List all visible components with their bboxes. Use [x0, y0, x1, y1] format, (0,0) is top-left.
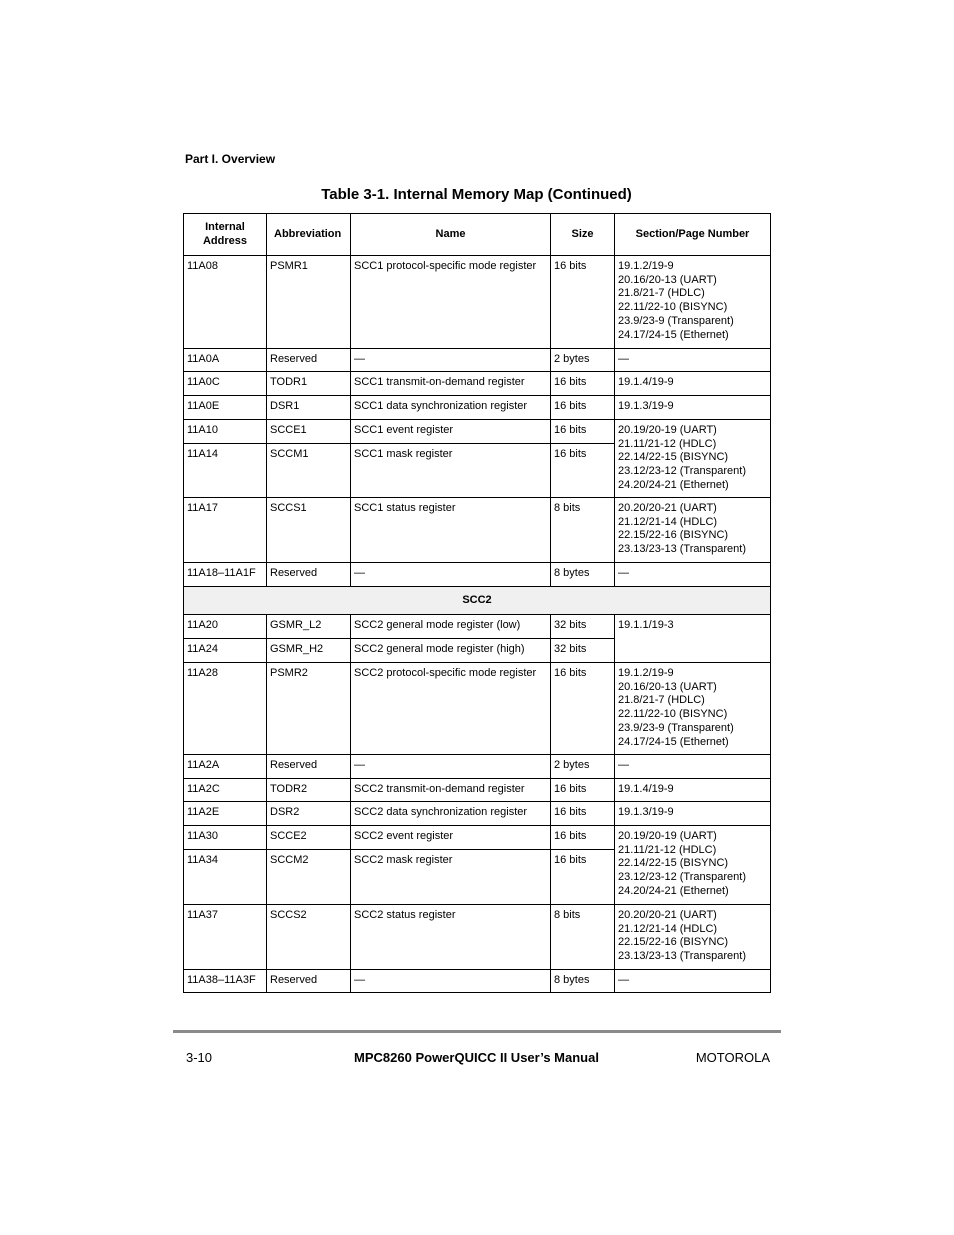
cell-name: SCC2 protocol-specific mode register: [351, 663, 551, 755]
cell-address: 11A0E: [184, 396, 267, 420]
cell-section-page: 19.1.4/19-9: [615, 372, 771, 396]
cell-size: 16 bits: [551, 396, 615, 420]
cell-name: SCC2 general mode register (low): [351, 615, 551, 639]
cell-address: 11A38–11A3F: [184, 970, 267, 993]
cell-section-page: 19.1.3/19-9: [615, 396, 771, 420]
cell-size: 8 bytes: [551, 970, 615, 993]
cell-name: SCC2 data synchronization register: [351, 802, 551, 826]
cell-abbreviation: SCCS1: [267, 498, 351, 563]
cell-section-page: 19.1.4/19-9: [615, 779, 771, 802]
table-row: [184, 563, 771, 587]
cell-name: —: [351, 349, 551, 372]
cell-size: 16 bits: [551, 256, 615, 349]
table-row: [184, 826, 771, 850]
header-abbreviation: Abbreviation: [267, 214, 351, 256]
company-name: MOTOROLA: [695, 1050, 770, 1065]
cell-abbreviation: GSMR_L2: [267, 615, 351, 639]
cell-address: 11A14: [184, 444, 267, 498]
cell-name: SCC1 protocol-specific mode register: [351, 256, 551, 349]
table-title: Table 3-1. Internal Memory Map (Continued): [321, 186, 632, 203]
table-row: [184, 615, 771, 639]
cell-size: 2 bytes: [551, 755, 615, 779]
cell-name: SCC2 transmit-on-demand register: [351, 779, 551, 802]
cell-section-page: —: [615, 755, 771, 779]
cell-name: SCC1 event register: [351, 420, 551, 444]
cell-name: SCC2 mask register: [351, 850, 551, 905]
cell-name: SCC2 event register: [351, 826, 551, 850]
cell-abbreviation: SCCM2: [267, 850, 351, 905]
cell-size: 16 bits: [551, 779, 615, 802]
cell-abbreviation: SCCE2: [267, 826, 351, 850]
cell-address: 11A20: [184, 615, 267, 639]
cell-abbreviation: GSMR_H2: [267, 639, 351, 663]
cell-abbreviation: TODR1: [267, 372, 351, 396]
header-name: Name: [351, 214, 551, 256]
cell-name: SCC1 transmit-on-demand register: [351, 372, 551, 396]
cell-abbreviation: TODR2: [267, 779, 351, 802]
section-heading-scc2: SCC2: [184, 587, 771, 615]
manual-title: MPC8260 PowerQUICC II User’s Manual: [354, 1050, 599, 1065]
cell-section-page: 19.1.1/19-3: [615, 615, 771, 663]
cell-name: SCC1 status register: [351, 498, 551, 563]
table-row: [184, 663, 771, 755]
cell-size: 32 bits: [551, 615, 615, 639]
cell-address: 11A10: [184, 420, 267, 444]
cell-address: 11A2A: [184, 755, 267, 779]
cell-size: 8 bytes: [551, 563, 615, 587]
cell-abbreviation: Reserved: [267, 349, 351, 372]
cell-size: 16 bits: [551, 444, 615, 498]
cell-section-page: 19.1.3/19-9: [615, 802, 771, 826]
cell-section-page: 20.19/20-19 (UART) 21.11/21-12 (HDLC) 22.14/22-15 (BISYNC) 23.12/23-12 (Transparent) 24.20/24-21 (Ethernet): [615, 826, 771, 905]
cell-abbreviation: PSMR2: [267, 663, 351, 755]
cell-section-page: 19.1.2/19-9 20.16/20-13 (UART) 21.8/21-7 (HDLC) 22.11/22-10 (BISYNC) 23.9/23-9 (Transparent) 24.17/24-15 (Ethernet): [615, 256, 771, 349]
cell-address: 11A30: [184, 826, 267, 850]
cell-size: 16 bits: [551, 420, 615, 444]
cell-section-page: 20.20/20-21 (UART) 21.12/21-14 (HDLC) 22.15/22-16 (BISYNC) 23.13/23-13 (Transparent): [615, 498, 771, 563]
cell-size: 32 bits: [551, 639, 615, 663]
cell-section-page: —: [615, 970, 771, 993]
cell-abbreviation: SCCS2: [267, 905, 351, 970]
table-row: [184, 420, 771, 444]
cell-address: 11A2C: [184, 779, 267, 802]
cell-size: 2 bytes: [551, 349, 615, 372]
header-size: Size: [551, 214, 615, 256]
cell-address: 11A0A: [184, 349, 267, 372]
cell-size: 16 bits: [551, 663, 615, 755]
cell-name: —: [351, 970, 551, 993]
table-row: [184, 498, 771, 563]
cell-name: —: [351, 563, 551, 587]
table-row: [184, 256, 771, 349]
cell-name: SCC1 mask register: [351, 444, 551, 498]
table-row: [184, 349, 771, 372]
cell-name: SCC2 status register: [351, 905, 551, 970]
cell-address: 11A28: [184, 663, 267, 755]
cell-address: 11A18–11A1F: [184, 563, 267, 587]
cell-address: 11A17: [184, 498, 267, 563]
cell-abbreviation: DSR2: [267, 802, 351, 826]
cell-section-page: —: [615, 349, 771, 372]
cell-size: 16 bits: [551, 372, 615, 396]
cell-section-page: 20.20/20-21 (UART) 21.12/21-14 (HDLC) 22.15/22-16 (BISYNC) 23.13/23-13 (Transparent): [615, 905, 771, 970]
page-number: 3-10: [186, 1050, 213, 1065]
cell-address: 11A08: [184, 256, 267, 349]
cell-size: 16 bits: [551, 850, 615, 905]
table-row: [184, 970, 771, 993]
cell-name: —: [351, 755, 551, 779]
table-row: [184, 372, 771, 396]
table-row: [184, 779, 771, 802]
cell-name: SCC2 general mode register (high): [351, 639, 551, 663]
cell-abbreviation: PSMR1: [267, 256, 351, 349]
cell-address: 11A37: [184, 905, 267, 970]
table-row: [184, 905, 771, 970]
table-row: [184, 755, 771, 779]
cell-abbreviation: Reserved: [267, 563, 351, 587]
cell-size: 8 bits: [551, 905, 615, 970]
cell-section-page: —: [615, 563, 771, 587]
cell-abbreviation: DSR1: [267, 396, 351, 420]
table-header-row: [184, 214, 771, 256]
cell-size: 16 bits: [551, 802, 615, 826]
memory-map-table: [183, 213, 771, 993]
cell-abbreviation: SCCM1: [267, 444, 351, 498]
header-internal-address: Internal Address: [184, 214, 267, 256]
cell-address: 11A0C: [184, 372, 267, 396]
cell-abbreviation: SCCE1: [267, 420, 351, 444]
table-row: [184, 802, 771, 826]
header-section-page: Section/Page Number: [615, 214, 771, 256]
cell-abbreviation: Reserved: [267, 970, 351, 993]
section-row: [184, 587, 771, 615]
part-label: Part I. Overview: [185, 152, 276, 166]
cell-size: 16 bits: [551, 826, 615, 850]
table-row: [184, 396, 771, 420]
cell-address: 11A34: [184, 850, 267, 905]
footer-divider: [173, 1030, 781, 1033]
cell-abbreviation: Reserved: [267, 755, 351, 779]
cell-address: 11A24: [184, 639, 267, 663]
cell-name: SCC1 data synchronization register: [351, 396, 551, 420]
cell-section-page: 19.1.2/19-9 20.16/20-13 (UART) 21.8/21-7 (HDLC) 22.11/22-10 (BISYNC) 23.9/23-9 (Transparent) 24.17/24-15 (Ethernet): [615, 663, 771, 755]
cell-section-page: 20.19/20-19 (UART) 21.11/21-12 (HDLC) 22.14/22-15 (BISYNC) 23.12/23-12 (Transparent) 24.20/24-21 (Ethernet): [615, 420, 771, 498]
cell-size: 8 bits: [551, 498, 615, 563]
cell-address: 11A2E: [184, 802, 267, 826]
